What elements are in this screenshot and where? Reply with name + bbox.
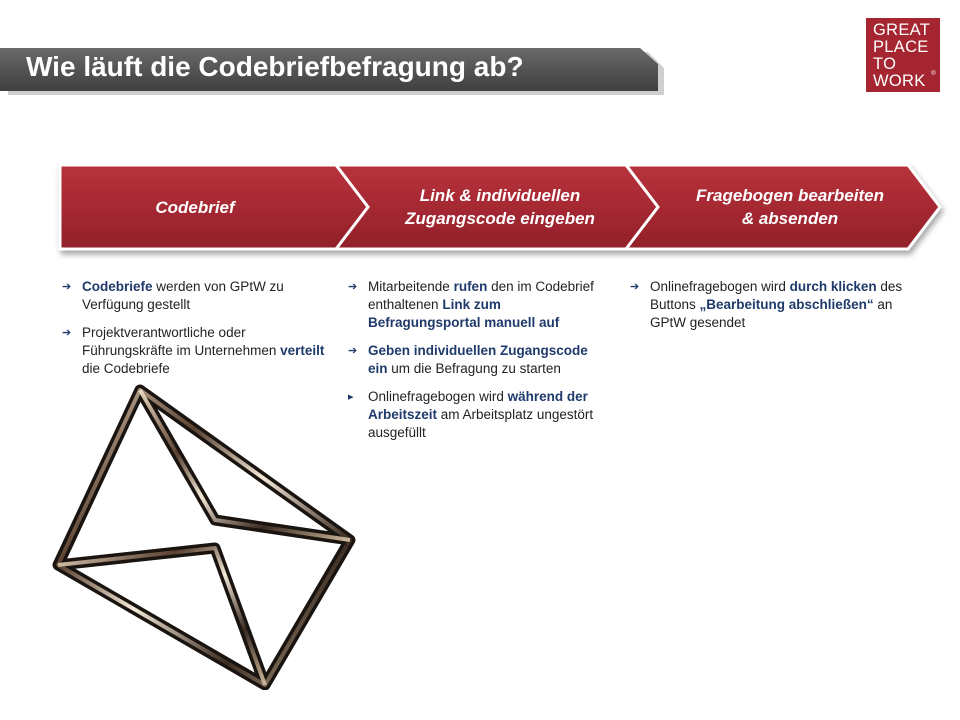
step-2-description — [348, 278, 608, 452]
step-3-label: Fragebogen bearbeiten & absenden — [696, 186, 884, 228]
bullet-item — [348, 278, 608, 332]
bullet-item — [630, 278, 910, 332]
page-title: Wie läuft die Codebriefbefragung ab? — [26, 51, 524, 82]
bullet-item — [348, 342, 608, 378]
step-2-label: Link & individuellen Zugangscode eingeben — [405, 186, 595, 228]
bullet-item — [62, 324, 332, 378]
bullet-text: Geben individuellen Zugangscode ein um die Befragung zu starten — [368, 343, 588, 376]
great-place-to-work-logo: GREAT PLACE TO WORK ® — [866, 18, 940, 92]
right-arrow-icon: ➔ — [348, 345, 358, 357]
bullet-item — [348, 388, 608, 442]
envelope-illustration — [50, 380, 360, 690]
right-arrow-icon: ➔ — [630, 281, 640, 293]
bullet-text: Projektverantwortliche oder Führungskräfte im Unternehmen verteilt die Codebriefe — [82, 325, 325, 376]
right-arrow-icon: ➔ — [348, 281, 358, 293]
bullet-text: Codebriefe werden von GPtW zu Verfügung gestellt — [82, 279, 284, 312]
right-arrow-icon: ➔ — [62, 281, 72, 293]
bullet-text: Onlinefragebogen wird während der Arbeitszeit am Arbeitsplatz ungestört ausgefüllt — [368, 389, 594, 440]
right-arrow-icon: ➔ — [62, 327, 72, 339]
right-triangle-icon: ▸ — [348, 391, 354, 403]
step-3-description — [630, 278, 910, 342]
step-1-description — [62, 278, 332, 388]
bullet-text: Mitarbeitende rufen den im Codebrief enthaltenen Link zum Befragungsportal manuell auf — [368, 279, 594, 330]
step-1-label: Codebrief — [155, 198, 235, 217]
bullet-text: Onlinefragebogen wird durch klicken des Buttons „Bearbeitung abschließen“ an GPtW gesendet — [650, 279, 903, 330]
bullet-item — [62, 278, 332, 314]
